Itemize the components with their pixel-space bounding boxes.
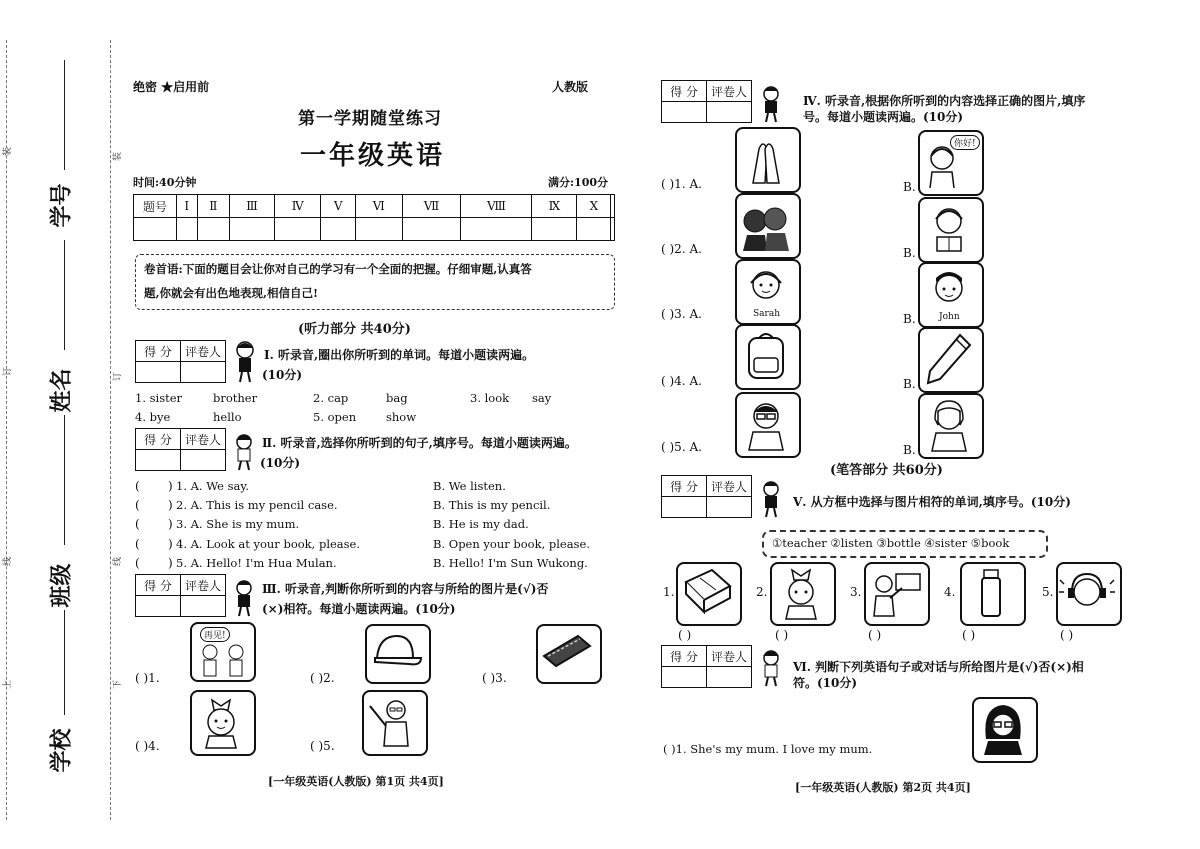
word-box-text: ①teacher ②listen ③bottle ④sister ⑤book — [772, 536, 1010, 550]
s1-item-a[interactable]: 3. look — [470, 391, 510, 405]
score-header-cell — [611, 195, 615, 218]
grader-reviewer-label: 评卷人 — [181, 429, 226, 450]
grader-reviewer-cell[interactable] — [707, 497, 752, 518]
john-label: John — [939, 312, 960, 322]
edition-label: 人教版 — [552, 80, 589, 94]
s4-option-b-label: B. — [903, 246, 916, 260]
time-label: 时间:40分钟 — [133, 176, 197, 189]
grader-reviewer-label: 评卷人 — [181, 575, 226, 596]
two-women-whispering-icon — [737, 195, 795, 253]
s2-option-b[interactable]: B. Hello! I'm Sun Wukong. — [433, 556, 588, 570]
s2-option-a[interactable]: 2. A. This is my pencil case. — [176, 498, 338, 512]
s4-2-option-a[interactable] — [735, 193, 801, 259]
grader-score-cell[interactable] — [662, 497, 707, 518]
s5-title: Ⅴ. 从方框中选择与图片相符的单词,填序号。(10分) — [793, 495, 1071, 509]
pencil-case-icon — [538, 626, 596, 678]
binding-tag-inner-zhuang: 装 — [113, 151, 124, 162]
s2-option-b[interactable]: B. We listen. — [433, 479, 506, 493]
girl-listening-headphones-icon — [1058, 564, 1116, 620]
grader-score-label: 得 分 — [662, 646, 707, 667]
s5-picture-2 — [770, 562, 836, 626]
girl-sister-icon — [772, 564, 830, 620]
binding-dashed-line — [6, 40, 7, 820]
s5-num: 3. — [850, 585, 862, 599]
s4-option-b-label: B. — [903, 443, 916, 457]
s2-option-a[interactable]: 5. A. Hello! I'm Hua Mulan. — [176, 556, 337, 570]
s4-option-b-label: B. — [903, 180, 916, 194]
grader-reviewer-cell[interactable] — [707, 667, 752, 688]
grader-reviewer-cell[interactable] — [181, 450, 226, 471]
s5-blank[interactable]: ( ) — [1060, 628, 1074, 642]
s4-option-b-label: B. — [903, 312, 916, 326]
s1-item-a[interactable]: 1. sister — [135, 391, 183, 405]
high-five-hands-icon — [737, 129, 795, 187]
s4-question[interactable]: ( )3. A. — [661, 307, 702, 321]
preface-line-1: 卷首语:下面的题目会让你对自己的学习有一个全面的把握。仔细审题,认真答 — [144, 262, 532, 276]
s4-5-option-a[interactable] — [735, 392, 801, 458]
score-cell[interactable] — [577, 218, 611, 241]
grader-box-5 — [661, 475, 752, 518]
s2-paren-open: ( — [135, 556, 140, 570]
score-header-cell: Ⅴ — [321, 195, 356, 218]
s1-item-a[interactable]: 5. open — [313, 410, 357, 424]
preface-box — [135, 254, 615, 310]
binding-tag-ding: 订 — [3, 366, 14, 377]
girl-reading-icon — [920, 199, 978, 257]
s5-blank[interactable]: ( ) — [678, 628, 692, 642]
score-cell[interactable] — [197, 218, 230, 241]
grader-reviewer-label: 评卷人 — [707, 81, 752, 102]
s4-4-option-a[interactable] — [735, 324, 801, 390]
score-header-cell: Ⅳ — [275, 195, 321, 218]
grader-box-4 — [661, 80, 752, 123]
score-header-cell: Ⅸ — [532, 195, 577, 218]
number-line[interactable] — [64, 60, 65, 170]
binding-label-number: 学号 — [48, 183, 75, 228]
s2-paren-close: ) — [168, 498, 173, 512]
school-line[interactable] — [64, 610, 65, 715]
s3-title: Ⅲ. 听录音,判断你所听到的内容与所给的图片是(√)否 — [262, 582, 549, 596]
s4-question[interactable]: ( )5. A. — [661, 440, 702, 454]
s4-1-option-b[interactable] — [918, 130, 984, 196]
binding-strip — [0, 0, 124, 849]
s6-title: Ⅵ. 判断下列英语句子或对话与所给图片是(√)否(×)相 — [793, 660, 1084, 674]
writing-header: (笔答部分 共60分) — [830, 463, 943, 478]
girl-sarah-icon — [737, 261, 795, 309]
score-table — [133, 194, 615, 241]
s2-title: Ⅱ. 听录音,选择你所听到的句子,填序号。每道小题读两遍。 — [262, 436, 577, 450]
grader-reviewer-label: 评卷人 — [707, 646, 752, 667]
s2-option-b[interactable]: B. This is my pencil. — [433, 498, 551, 512]
score-cell[interactable] — [461, 218, 532, 241]
book-icon — [678, 564, 736, 620]
boy-mascot-icon — [757, 479, 785, 519]
s1-item-a[interactable]: 2. cap — [313, 391, 349, 405]
score-header-cell: Ⅱ — [197, 195, 230, 218]
s3-picture-4 — [190, 690, 256, 756]
binding-tag-xian: 线 — [3, 556, 14, 567]
score-cell[interactable] — [402, 218, 461, 241]
s3-item[interactable]: ( )5. — [310, 739, 335, 753]
s3-picture-5 — [362, 690, 428, 756]
pencil-icon — [920, 329, 978, 387]
s2-paren-close: ) — [168, 556, 173, 570]
score-header-cell: Ⅷ — [461, 195, 532, 218]
s5-num: 4. — [944, 585, 956, 599]
score-header-cell: Ⅵ — [355, 195, 402, 218]
s2-option-a[interactable]: 1. A. We say. — [176, 479, 249, 493]
score-cell[interactable] — [355, 218, 402, 241]
woman-icon — [920, 395, 978, 453]
s2-paren-open: ( — [135, 517, 140, 531]
s4-title-2: 号。每道小题读两遍。(10分) — [803, 110, 964, 124]
s4-2-option-b[interactable] — [918, 197, 984, 263]
grader-score-cell[interactable] — [136, 596, 181, 617]
s3-item[interactable]: ( )2. — [310, 671, 335, 685]
s2-paren-open: ( — [135, 479, 140, 493]
boy-mascot-icon — [230, 578, 258, 618]
s5-num: 1. — [663, 585, 675, 599]
binding-tag-zhuang: 装 — [3, 146, 14, 157]
grader-score-label: 得 分 — [136, 429, 181, 450]
score-header-cell: 题号 — [134, 195, 177, 218]
hello-bubble: 你好! — [950, 135, 980, 150]
s2-paren-close: ) — [168, 537, 173, 551]
s3-title-2: (×)相符。每道小题读两遍。(10分) — [262, 602, 456, 616]
s1-title: Ⅰ. 听录音,圈出你所听到的单词。每道小题读两遍。 — [264, 348, 535, 362]
grader-box-6 — [661, 645, 752, 688]
grader-box-2 — [135, 428, 226, 471]
s5-picture-4 — [960, 562, 1026, 626]
s2-option-b[interactable]: B. He is my dad. — [433, 517, 529, 531]
score-header-cell: Ⅰ — [177, 195, 198, 218]
s5-blank[interactable]: ( ) — [868, 628, 882, 642]
sarah-label: Sarah — [753, 309, 780, 319]
s2-paren-open: ( — [135, 498, 140, 512]
grader-reviewer-cell[interactable] — [181, 362, 226, 383]
s4-5-option-b[interactable] — [918, 393, 984, 459]
s1-item-b[interactable]: bag — [386, 391, 408, 405]
class-line[interactable] — [64, 415, 65, 545]
word-box — [762, 530, 1048, 558]
score-cell[interactable] — [177, 218, 198, 241]
score-header-cell: Ⅲ — [230, 195, 275, 218]
s3-item[interactable]: ( )3. — [482, 671, 507, 685]
s5-picture-3 — [864, 562, 930, 626]
boy-mascot-icon — [757, 84, 785, 124]
score-cell[interactable] — [611, 218, 615, 241]
grader-box-1 — [135, 340, 226, 383]
s4-option-b-label: B. — [903, 377, 916, 391]
girl-mascot-icon — [230, 432, 258, 472]
binding-label-name: 姓名 — [48, 368, 75, 413]
score-cell[interactable] — [275, 218, 321, 241]
binding-tag-xia: 下 — [113, 679, 124, 690]
s1-item-a[interactable]: 4. bye — [135, 410, 171, 424]
full-score-label: 满分:100分 — [548, 176, 609, 189]
grader-reviewer-label: 评卷人 — [707, 476, 752, 497]
score-cell[interactable] — [230, 218, 275, 241]
s3-picture-3 — [536, 624, 602, 684]
bottle-icon — [962, 564, 1020, 620]
grader-score-cell[interactable] — [136, 450, 181, 471]
grader-score-cell[interactable] — [136, 362, 181, 383]
s2-paren-close: ) — [168, 479, 173, 493]
s5-picture-5 — [1056, 562, 1122, 626]
s1-item-b[interactable]: hello — [213, 410, 242, 424]
score-cell[interactable] — [532, 218, 577, 241]
score-header-cell: Ⅹ — [577, 195, 611, 218]
secret-label: 绝密 ★启用前 — [133, 80, 210, 94]
s6-picture-1 — [972, 697, 1038, 763]
s3-picture-2 — [365, 624, 431, 684]
girl-mascot-icon — [230, 338, 260, 384]
s2-points: (10分) — [260, 456, 301, 470]
binding-label-school: 学校 — [48, 728, 75, 773]
binding-label-class: 班级 — [48, 563, 75, 608]
score-header-cell: Ⅶ — [402, 195, 461, 218]
schoolbag-icon — [737, 326, 795, 384]
grader-score-label: 得 分 — [136, 341, 181, 362]
s5-num: 2. — [756, 585, 768, 599]
s6-item-1[interactable]: ( )1. She's my mum. I love my mum. — [663, 742, 873, 756]
s6-title-2: 符。(10分) — [793, 676, 858, 690]
s2-paren-open: ( — [135, 537, 140, 551]
s3-item[interactable]: ( )4. — [135, 739, 160, 753]
grader-score-cell[interactable] — [662, 102, 707, 123]
two-kids-waving-icon — [194, 642, 252, 678]
s4-1-option-a[interactable] — [735, 127, 801, 193]
cap-icon — [367, 626, 425, 678]
grader-reviewer-cell[interactable] — [707, 102, 752, 123]
subtitle: 第一学期随堂练习 — [298, 109, 442, 129]
s5-blank[interactable]: ( ) — [775, 628, 789, 642]
goodbye-bubble: 再见! — [200, 627, 230, 642]
s3-picture-1 — [190, 622, 256, 682]
boy-with-glasses-icon — [737, 394, 795, 452]
s4-question[interactable]: ( )2. A. — [661, 242, 702, 256]
grader-reviewer-label: 评卷人 — [181, 341, 226, 362]
grader-score-cell[interactable] — [662, 667, 707, 688]
page-title: 一年级英语 — [300, 141, 446, 171]
s4-question[interactable]: ( )4. A. — [661, 374, 702, 388]
girl-mascot-icon — [757, 648, 785, 688]
s5-blank[interactable]: ( ) — [962, 628, 976, 642]
s4-3-option-b[interactable] — [918, 262, 984, 328]
girl-face-icon — [192, 692, 250, 750]
listening-header: (听力部分 共40分) — [298, 322, 411, 337]
grader-score-label: 得 分 — [136, 575, 181, 596]
page2-footer: [一年级英语(人教版) 第2页 共4页] — [795, 781, 971, 794]
name-line[interactable] — [64, 240, 65, 350]
s2-paren-close: ) — [168, 517, 173, 531]
boy-john-icon — [920, 264, 978, 312]
s1-points: (10分) — [262, 368, 303, 382]
s4-title: Ⅳ. 听录音,根据你所听到的内容选择正确的图片,填序 — [803, 94, 1086, 108]
binding-tag-inner-ding: 订 — [113, 371, 124, 382]
page1-footer: [一年级英语(人教版) 第1页 共4页] — [268, 775, 444, 788]
s1-item-b[interactable]: show — [386, 410, 417, 424]
s4-4-option-b[interactable] — [918, 327, 984, 393]
mum-with-glasses-icon — [974, 699, 1032, 757]
binding-tag-shang: 上 — [3, 679, 14, 690]
s2-option-a[interactable]: 4. A. Look at your book, please. — [176, 537, 361, 551]
grader-reviewer-cell[interactable] — [181, 596, 226, 617]
s2-option-a[interactable]: 3. A. She is my mum. — [176, 517, 300, 531]
grader-score-label: 得 分 — [662, 81, 707, 102]
grader-score-label: 得 分 — [662, 476, 707, 497]
score-cell[interactable] — [134, 218, 177, 241]
teacher-at-board-icon — [866, 564, 924, 620]
preface-line-2: 题,你就会有出色地表现,相信自己! — [144, 286, 319, 300]
teacher-pointing-icon — [364, 692, 422, 750]
grader-box-3 — [135, 574, 226, 617]
binding-tag-inner-xian: 线 — [113, 556, 124, 567]
s3-item[interactable]: ( )1. — [135, 671, 160, 685]
s1-item-b[interactable]: say — [532, 391, 552, 405]
score-cell[interactable] — [321, 218, 356, 241]
s4-question[interactable]: ( )1. A. — [661, 177, 702, 191]
s5-num: 5. — [1042, 585, 1054, 599]
s2-option-b[interactable]: B. Open your book, please. — [433, 537, 590, 551]
s5-picture-1 — [676, 562, 742, 626]
s4-3-option-a[interactable] — [735, 259, 801, 325]
s1-item-b[interactable]: brother — [213, 391, 258, 405]
